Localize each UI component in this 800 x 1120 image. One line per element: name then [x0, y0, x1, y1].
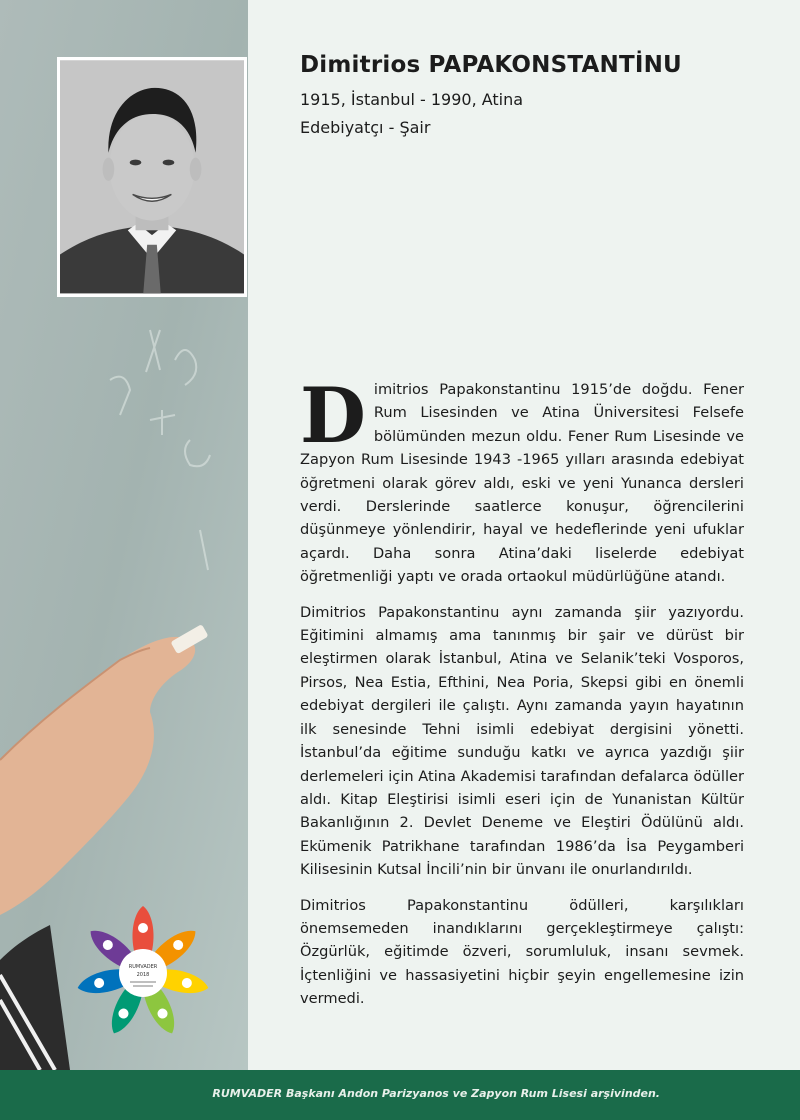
footer-caption: RUMVADER Başkanı Andon Parizyanos ve Zapyon Rum Lisesi arşivinden.: [212, 1087, 660, 1100]
footer-bar: [0, 1070, 800, 1120]
person-name: Dimitrios PAPAKONSTANTİNU: [300, 52, 682, 78]
life-dates: 1915, İstanbul - 1990, Atina: [300, 90, 524, 109]
biography: [300, 371, 744, 1023]
portrait-photo: [57, 57, 247, 297]
biography-paragraph-1: [300, 371, 744, 589]
biography-paragraph-3: Dimitrios Papakonstantinu ödülleri, karşılıkları önemsemeden inandıklarını gerçekleştirmeye çalıştı: Özgürlük, eğitimde özveri, sorumluluk, insanı sevmek. İçtenliğini ve hassasiyetini hiçbir şeyin engellemesine izin vermedi.: [300, 896, 744, 1008]
logo-petal-hole: [138, 923, 148, 933]
drop-cap: D: [300, 371, 366, 460]
portrait-illustration: [60, 60, 244, 294]
biography-paragraph-1-text: imitrios Papakonstantinu 1915’de doğdu. Fener Rum Lisesinden ve Atina Üniversitesi Felsefe bölümünden mezun oldu. Fener Rum Lisesinde ve Zapyon Rum Lisesinde 1943 -1965 yılları arasında edebiyat öğretmeni olarak görev aldı, eski ve yeni Yunanca dersleri verdi. Derslerinde saatlerce konuşur, öğrencilerini düşünmeye yönlendirir, hayal ve hedeflerinde yeni ufuklar açardı. Daha sonra Atina’daki liselerde edebiyat öğretmenliği yaptı ve orada ortaokul müdürlüğüne atandı.: [300, 381, 744, 586]
rumvader-logo: [68, 898, 218, 1048]
profession: Edebiyatçı - Şair: [300, 118, 431, 137]
logo-text-line1: RUMVADER: [128, 964, 158, 970]
logo-text-line2: 2018: [136, 972, 150, 978]
biography-paragraph-2: Dimitrios Papakonstantinu aynı zamanda şiir yazıyordu. Eğitimini almamış ama tanınmış bir şair ve dürüst bir eleştirmen olarak İstanbul, Atina ve Selanik’teki Vosporos, Pirsos, Nea Estia, Efthini, Nea Poria, Skepsi gibi en önemli edebiyat dergileri ile çalıştı. Aynı zamanda yayın hayatının ilk senesinde Tehni isimli edebiyat dergisini yönetti. İstanbul’da eğitime sunduğu katkı ve ayrıca yazdığı şiir derlemeleri için Atina Akademisi tarafından defalarca ödüller aldı. Kitap Eleştirisi isimli eseri için de Yunanistan Kültür Bakanlığının 2. Devlet Deneme ve Eleştiri Ödülünü aldı. Ekümenik Patrikhane tarafından 1986’da İsa Peygamberi Kilisesinin Kutsal İncili’nin bir ünvanı ile onurlandırıldı.: [300, 603, 744, 879]
